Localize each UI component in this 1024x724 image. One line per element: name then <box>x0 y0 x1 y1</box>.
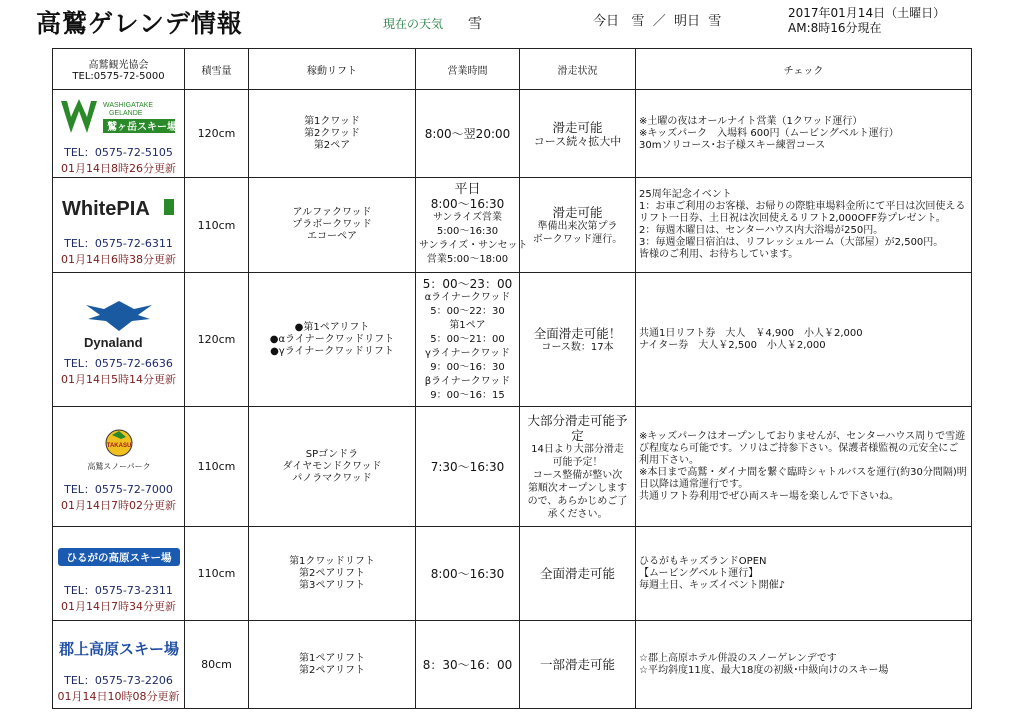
status-sub: 準備出来次第プラ <box>537 220 618 232</box>
logo-text: TAKASU <box>106 442 131 449</box>
status-sub: 可能予定！ <box>552 456 603 468</box>
hours-line: 8:00～16:30 <box>430 197 505 211</box>
header-org-cell <box>53 49 185 90</box>
logo-text: WhitePIA <box>61 198 150 220</box>
check-cell <box>636 90 972 178</box>
status-main: 全面滑走可能 <box>539 566 615 581</box>
col-hours: 営業時間 <box>416 49 520 90</box>
washigatake-logo-icon <box>59 95 179 139</box>
lift-item: 第2ペアリフト <box>299 664 365 676</box>
status-sub: 14日より大部分滑走 <box>531 443 624 455</box>
resort-cell <box>53 178 185 273</box>
hours-line: サンライズ営業 <box>432 212 503 223</box>
current-weather-label: 現在の天気 <box>383 17 444 31</box>
tomorrow-value: 雪 <box>708 14 722 29</box>
report-date: 2017年01月14日（土曜日） <box>788 6 946 20</box>
lift-item: 第2ペアリフト <box>299 567 365 579</box>
check-line: 30mソリコース･お子様スキー練習コース <box>639 139 826 151</box>
takasu-logo <box>56 421 181 479</box>
status-sub: 第順次オープンします <box>527 482 628 494</box>
check-cell <box>636 178 972 273</box>
resort-cell <box>53 90 185 178</box>
check-cell <box>636 273 972 407</box>
lift-item: アルファクワッド <box>292 207 372 218</box>
resort-updated: 01月14日5時14分更新 <box>61 372 176 386</box>
col-status: 滑走状況 <box>520 49 636 90</box>
check-line: ※キッズパークはオープンしておりませんが、センターハウス周りで雪遊び程度なら可能です。ソリはご持参下さい。保護者様監視の元安全にご利用下さい。 <box>639 430 966 466</box>
check-line: 毎週土日、キッズイベント開催♪ <box>639 579 785 591</box>
hours-heading: 平日 <box>454 182 481 197</box>
check-line: 共通1日リフト券 大人 ￥4,900 小人￥2,000 <box>639 327 863 339</box>
status-main: 滑走可能 <box>552 119 603 135</box>
whitepia-logo-icon <box>60 191 178 225</box>
hirugano-logo <box>56 534 181 580</box>
check-line: ひるがもキッズランドOPEN <box>639 555 767 567</box>
lift-item: エコーペア <box>307 231 357 242</box>
snow-depth: 120cm <box>185 90 249 178</box>
hirugano-logo-icon <box>58 546 180 568</box>
lift-item: プラボークワッド <box>292 219 372 230</box>
resort-cell <box>53 407 185 527</box>
hours-line: 7:30～16:30 <box>430 459 505 474</box>
lift-item: SPゴンドラ <box>305 448 359 460</box>
logo-text: 郡上高原スキー場 <box>58 639 179 658</box>
lift-item: ダイヤモンドクワッド <box>282 460 382 472</box>
table-row <box>53 90 972 178</box>
hours-cell <box>416 178 528 273</box>
status-sub: コース続々拡大中 <box>533 134 622 148</box>
col-check: チェック <box>636 49 972 90</box>
status-cell <box>520 178 636 273</box>
header <box>0 0 1024 46</box>
resort-updated: 01月14日6時38分更新 <box>61 253 176 266</box>
check-line: 2：毎週木曜日は、センターハウス内大浴場が250円。 <box>639 225 884 236</box>
check-line: 共通リフト券利用でぜひ両スキー場を楽しんで下さいね。 <box>639 490 899 502</box>
snow-depth: 110cm <box>185 178 249 273</box>
resort-updated: 01月14日7時02分更新 <box>61 498 176 512</box>
lift-item: 第1クワッド <box>304 115 360 127</box>
gujo-kogen-logo-icon <box>58 635 180 661</box>
lift-item: 第2クワッド <box>304 127 360 139</box>
check-cell <box>636 407 972 527</box>
table-row <box>53 273 972 407</box>
hours-cell <box>416 90 520 178</box>
snow-depth: 110cm <box>185 527 249 621</box>
check-line: ※本日まで高鷲・ダイナ間を繋ぐ臨時シャトルバスを運行(約30分間隔)明日以降は通常運行です。 <box>639 466 967 490</box>
lift-item: ●αライナークワッドリフト <box>269 333 395 345</box>
today-value: 雪 <box>631 14 645 29</box>
hours-line: 9：00～16：15 <box>430 389 505 401</box>
col-snow: 積雪量 <box>185 49 249 90</box>
lifts-cell <box>249 621 416 709</box>
resort-cell <box>53 621 185 709</box>
hours-line: サンライズ・サンセット <box>419 240 528 251</box>
washigatake-logo <box>56 92 181 142</box>
resort-cell <box>53 273 185 407</box>
status-sub: ボークワッド運行。 <box>532 233 623 245</box>
check-line: 3：毎週金曜日宿泊は、リフレッシュルーム（大部屋）が2,500円。 <box>639 237 944 248</box>
check-line: 【ムービングベルト運行】 <box>639 567 759 579</box>
table-row <box>53 621 972 709</box>
page-title: 高鷲ゲレンデ情報 <box>36 9 243 38</box>
check-line: ☆郡上高原ホテル併設のスノーゲレンデです <box>639 652 837 664</box>
logo-text: ひるがの高原スキー場 <box>66 551 171 564</box>
col-lifts: 稼動リフト <box>249 49 416 90</box>
check-line: ナイター券 大人￥2,500 小人￥2,000 <box>639 339 826 351</box>
status-sub: コース整備が整い次 <box>532 469 623 481</box>
resort-tel: TEL：0575-72-6311 <box>64 237 173 250</box>
hours-line: 5：00～23：00 <box>422 276 513 291</box>
logo-text-2: 高鷲スノーパーク <box>86 461 151 471</box>
forecast-separator: ／ <box>652 14 666 29</box>
resort-tel: TEL：0575-73-2311 <box>64 583 173 597</box>
hours-cell <box>416 527 520 621</box>
logo-text-2: GELANDE <box>108 109 142 117</box>
check-cell <box>636 527 972 621</box>
resort-updated: 01月14日7時34分更新 <box>61 599 176 613</box>
hours-line: 5：00～22：30 <box>430 305 505 317</box>
current-weather-value: 雪 <box>468 16 482 32</box>
gujo-kogen-logo <box>56 626 181 670</box>
check-line: 皆様のご利用、お待ちしています。 <box>639 249 799 260</box>
logo-text: WASHIGATAKE <box>102 101 153 109</box>
hours-line: αライナークワッド <box>424 291 511 303</box>
lift-item: ●γライナークワッドリフト <box>270 345 394 357</box>
status-sub: 承ください。 <box>547 508 608 520</box>
today-label: 今日 <box>593 14 620 29</box>
lift-item: 第1ペアリフト <box>299 652 365 664</box>
lifts-cell <box>249 527 416 621</box>
status-cell <box>520 527 636 621</box>
status-main: 一部滑走可能 <box>539 657 615 672</box>
logo-text: Dynaland <box>83 334 143 350</box>
report-time: AM:8時16分現在 <box>788 21 882 35</box>
status-main: 大部分滑走可能予定 <box>527 412 628 443</box>
hours-line: 8:00～16:30 <box>430 566 505 581</box>
status-sub: ので、あらかじめご了 <box>527 495 628 507</box>
lift-item: 第3ペアリフト <box>299 579 365 591</box>
check-cell <box>636 621 972 709</box>
lift-item: 第2ペア <box>313 139 351 151</box>
hours-line: 5:00～16:30 <box>436 226 499 237</box>
lifts-cell <box>249 273 416 407</box>
check-line: 1：お車ご利用のお客様、お帰りの際駐車場料金所にて平日は次回使えるリフト一日券、土日祝は次回使えるリフト2,000OFF券プレゼント。 <box>639 201 966 224</box>
lifts-cell <box>249 178 416 273</box>
check-line: ☆平均斜度11度、最大18度の初級･中級向けのスキー場 <box>639 664 889 676</box>
dynaland-logo-icon <box>74 295 164 351</box>
takasu-logo-icon <box>79 425 159 475</box>
hours-cell <box>416 621 520 709</box>
resort-tel: TEL：0575-73-2206 <box>64 673 173 687</box>
status-main: 全面滑走可能！ <box>533 325 622 341</box>
whitepia-logo <box>56 183 181 233</box>
resort-tel: TEL：0575-72-6636 <box>64 356 173 370</box>
lift-item: 第1クワッドリフト <box>289 555 375 567</box>
hours-line: 9：00～16：30 <box>430 361 505 373</box>
resort-updated: 01月14日8時26分更新 <box>61 161 176 175</box>
hours-line: γライナークワッド <box>424 347 511 359</box>
check-line: ※土曜の夜はオールナイト営業（1クワッド運行） <box>639 115 863 127</box>
snow-depth: 110cm <box>185 407 249 527</box>
resort-tel: TEL：0575-72-5105 <box>64 145 173 159</box>
resort-cell <box>53 527 185 621</box>
logo-text-3: 鷲ヶ岳スキー場 <box>106 121 177 133</box>
hours-cell <box>416 407 520 527</box>
lift-item: パノラマクワッド <box>292 472 372 484</box>
date-block <box>788 6 945 36</box>
status-cell <box>520 273 636 407</box>
table-row <box>53 407 972 527</box>
check-line: ※キッズパーク 入場料 600円（ムービングベルト運行） <box>639 127 899 139</box>
status-cell <box>520 90 636 178</box>
table-row <box>53 178 972 273</box>
hours-cell <box>416 273 520 407</box>
table-row <box>53 527 972 621</box>
lifts-cell <box>249 407 416 527</box>
lift-item: ●第1ペアリフト <box>294 321 370 333</box>
status-main: 滑走可能 <box>552 204 603 220</box>
lifts-cell <box>249 90 416 178</box>
snow-depth: 80cm <box>185 621 249 709</box>
check-line: 25周年記念イベント <box>639 189 732 200</box>
status-cell <box>520 407 636 527</box>
hours-line: 8:00～翌20:00 <box>424 126 511 141</box>
hours-line: 第1ペア <box>449 319 486 331</box>
status-sub: コース数：17本 <box>541 341 614 353</box>
resort-tel: TEL：0575-72-7000 <box>64 482 173 496</box>
tomorrow-label: 明日 <box>673 14 700 29</box>
hours-line: 8：30～16：00 <box>422 657 513 672</box>
hours-line: 5：00～21：00 <box>430 333 505 345</box>
hours-line: βライナークワッド <box>424 375 511 387</box>
resort-table <box>52 48 972 709</box>
forecast <box>593 10 721 29</box>
header-tel: TEL:0575-72-5000 <box>72 71 165 82</box>
snow-depth: 120cm <box>185 273 249 407</box>
header-org: 高鷲観光協会 <box>88 60 149 71</box>
dynaland-logo <box>56 293 181 353</box>
resort-updated: 01月14日10時08分更新 <box>57 689 180 703</box>
status-cell <box>520 621 636 709</box>
hours-line: 営業5:00～18:00 <box>426 254 509 265</box>
table-header-row <box>53 49 972 90</box>
